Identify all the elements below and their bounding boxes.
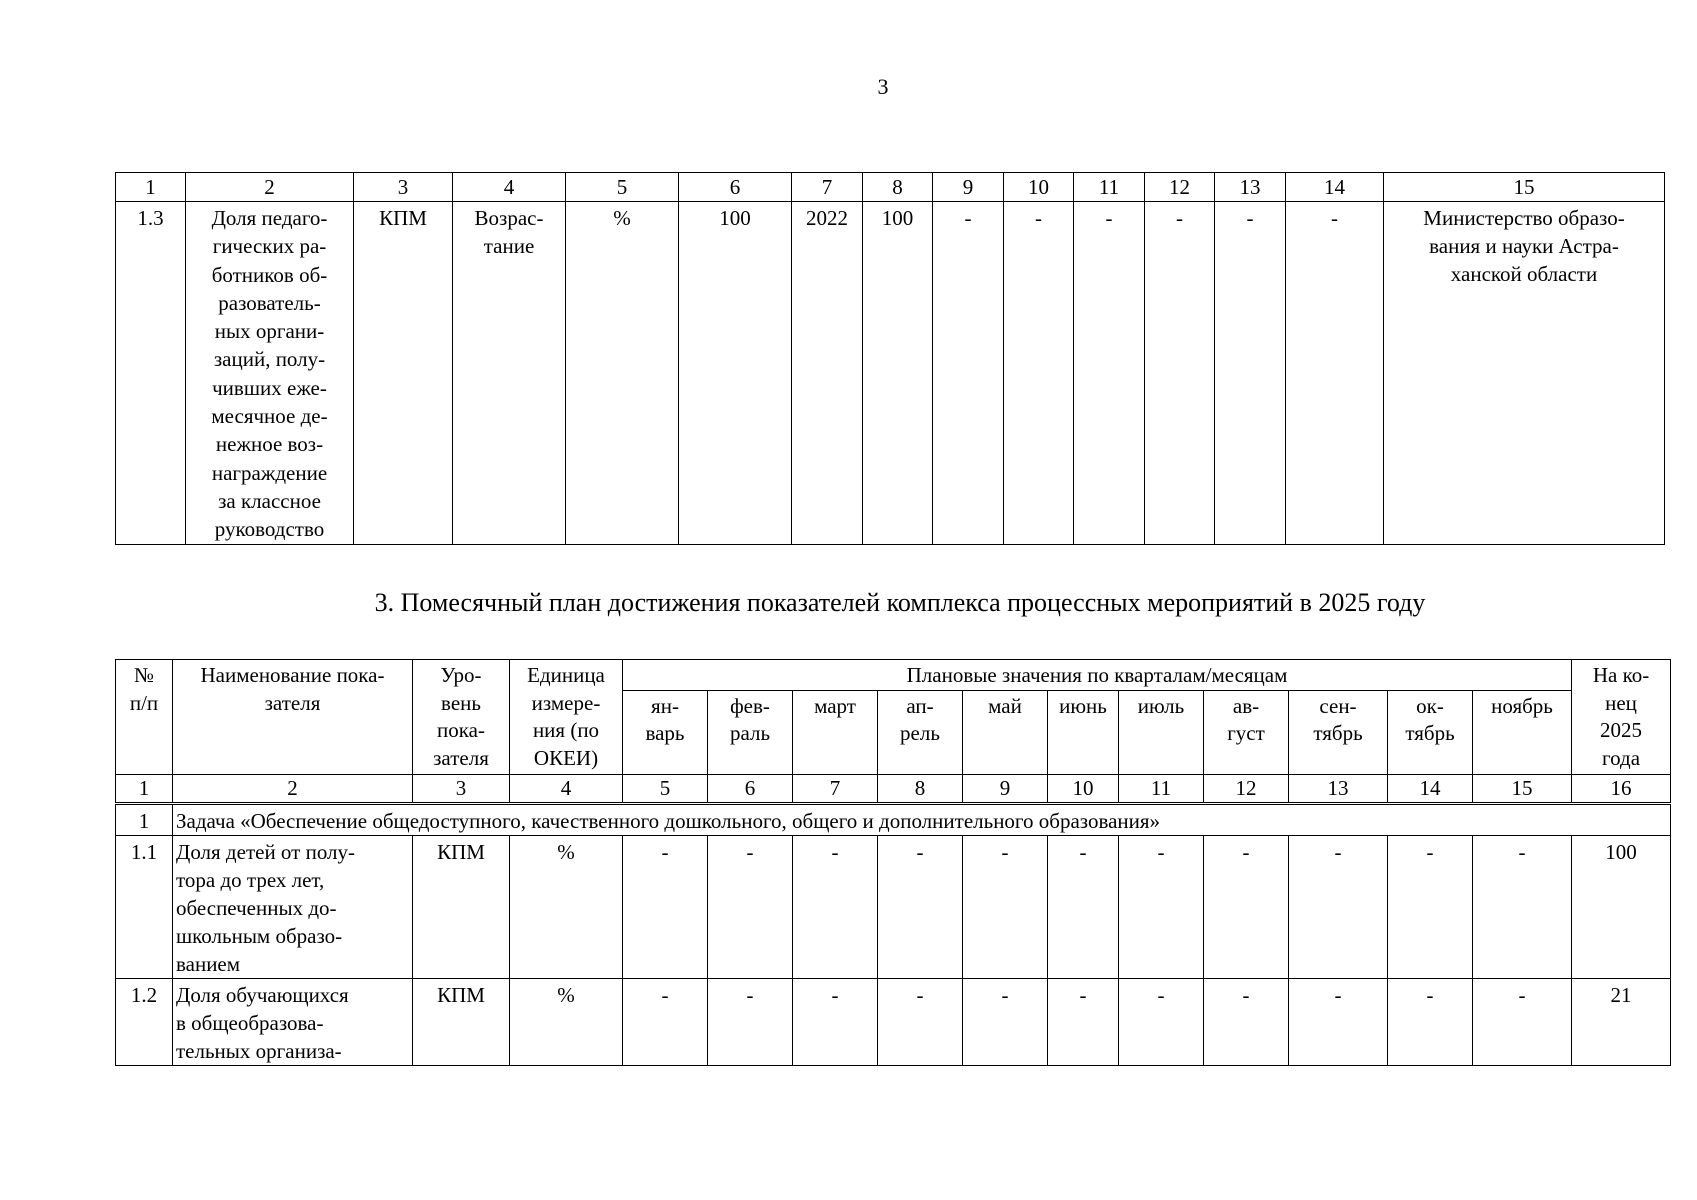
header-month: ав- густ	[1204, 690, 1289, 774]
value-col-12: -	[1145, 202, 1215, 545]
indicator-trend: Возрас- тание	[453, 202, 566, 545]
header-month: май	[963, 690, 1048, 774]
value-col-14: -	[1286, 202, 1384, 545]
task-row	[116, 803, 1671, 835]
end-of-year-value: 100	[1572, 835, 1671, 978]
column-number: 10	[1048, 774, 1119, 803]
header-month: июль	[1119, 690, 1204, 774]
column-number: 7	[793, 774, 878, 803]
month-value: -	[1204, 978, 1289, 1065]
column-number: 1	[116, 774, 173, 803]
column-number: 5	[566, 173, 679, 202]
table-row	[116, 202, 1665, 545]
task-number: 1	[116, 803, 173, 835]
column-number: 8	[878, 774, 963, 803]
month-value: -	[963, 978, 1048, 1065]
indicator-name: Доля детей от полу- тора до трех лет, обеспеченных до- школьным образо- ванием	[173, 835, 413, 978]
indicator-level: КПМ	[413, 978, 510, 1065]
indicator-unit: %	[566, 202, 679, 545]
value-col-10: -	[1004, 202, 1074, 545]
month-value: -	[1119, 978, 1204, 1065]
header-num: № п/п	[116, 660, 173, 775]
month-value: -	[1388, 978, 1473, 1065]
indicators-table-continuation	[115, 172, 1665, 545]
month-value: -	[878, 978, 963, 1065]
indicator-unit: %	[510, 978, 623, 1065]
header-month: ян- варь	[623, 690, 708, 774]
month-value: -	[1204, 835, 1289, 978]
column-number: 5	[623, 774, 708, 803]
column-number: 9	[963, 774, 1048, 803]
column-number-row	[116, 173, 1665, 202]
indicator-level: КПМ	[354, 202, 453, 545]
header-month: ноябрь	[1473, 690, 1572, 774]
header-end-of-year: На ко- нец 2025 года	[1572, 660, 1671, 775]
indicator-level: КПМ	[413, 835, 510, 978]
task-text: Задача «Обеспечение общедоступного, качественного дошкольного, общего и дополнительного образования»	[173, 803, 1671, 835]
row-number: 1.1	[116, 835, 173, 978]
column-number: 6	[708, 774, 793, 803]
month-value: -	[623, 835, 708, 978]
month-value: -	[1473, 978, 1572, 1065]
column-number: 15	[1384, 173, 1665, 202]
indicator-unit: %	[510, 835, 623, 978]
column-number: 13	[1215, 173, 1286, 202]
column-number: 2	[173, 774, 413, 803]
value-col-11: -	[1074, 202, 1145, 545]
month-value: -	[1048, 978, 1119, 1065]
column-number: 12	[1204, 774, 1289, 803]
section-title: 3. Помесячный план достижения показателей комплекса процессных мероприятий в 2025 году	[374, 588, 1426, 617]
header-month: ок- тябрь	[1388, 690, 1473, 774]
column-number: 15	[1473, 774, 1572, 803]
month-value: -	[1388, 835, 1473, 978]
column-number: 16	[1572, 774, 1671, 803]
month-value: -	[1473, 835, 1572, 978]
column-number: 10	[1004, 173, 1074, 202]
column-number: 11	[1074, 173, 1145, 202]
header-name: Наименование пока- зателя	[173, 660, 413, 775]
column-number: 3	[354, 173, 453, 202]
header-month: сен- тябрь	[1289, 690, 1388, 774]
column-number: 14	[1286, 173, 1384, 202]
month-value: -	[793, 835, 878, 978]
value-col-8: 100	[863, 202, 933, 545]
column-number: 2	[186, 173, 354, 202]
column-number: 4	[510, 774, 623, 803]
base-value: 100	[679, 202, 792, 545]
column-number: 8	[863, 173, 933, 202]
column-number: 3	[413, 774, 510, 803]
month-value: -	[793, 978, 878, 1065]
month-value: -	[1289, 978, 1388, 1065]
column-number: 6	[679, 173, 792, 202]
row-number: 1.3	[116, 202, 186, 545]
header-plan: Плановые значения по кварталам/месяцам	[623, 660, 1572, 691]
month-value: -	[878, 835, 963, 978]
monthly-plan-table	[115, 659, 1671, 1066]
column-number: 4	[453, 173, 566, 202]
header-month: март	[793, 690, 878, 774]
header-month: фев- раль	[708, 690, 793, 774]
header-month: июнь	[1048, 690, 1119, 774]
month-value: -	[1119, 835, 1204, 978]
page-number: 3	[877, 74, 889, 99]
base-year: 2022	[792, 202, 863, 545]
column-number: 1	[116, 173, 186, 202]
column-number: 7	[792, 173, 863, 202]
header-unit: Единица измере- ния (по ОКЕИ)	[510, 660, 623, 775]
column-number: 14	[1388, 774, 1473, 803]
month-value: -	[623, 978, 708, 1065]
column-number: 12	[1145, 173, 1215, 202]
table-row	[116, 835, 1671, 978]
column-number: 11	[1119, 774, 1204, 803]
responsible-org: Министерство образо- вания и науки Астра- ханской области	[1384, 202, 1665, 545]
month-value: -	[708, 835, 793, 978]
end-of-year-value: 21	[1572, 978, 1671, 1065]
value-col-9: -	[933, 202, 1004, 545]
table-row	[116, 978, 1671, 1065]
header-level: Уро- вень пока- зателя	[413, 660, 510, 775]
column-number: 9	[933, 173, 1004, 202]
column-number: 13	[1289, 774, 1388, 803]
row-number: 1.2	[116, 978, 173, 1065]
month-value: -	[963, 835, 1048, 978]
header-row	[116, 660, 1671, 691]
indicator-name: Доля обучающихся в общеобразова- тельных организа-	[173, 978, 413, 1065]
header-month: ап- рель	[878, 690, 963, 774]
column-number-row	[116, 774, 1671, 803]
month-value: -	[1048, 835, 1119, 978]
month-value: -	[1289, 835, 1388, 978]
indicator-name: Доля педаго- гических ра- ботников об- разователь- ных органи- заций, полу- чивших еже- месячное де- нежное воз- награждение за классное руководство	[186, 202, 354, 545]
month-value: -	[708, 978, 793, 1065]
value-col-13: -	[1215, 202, 1286, 545]
